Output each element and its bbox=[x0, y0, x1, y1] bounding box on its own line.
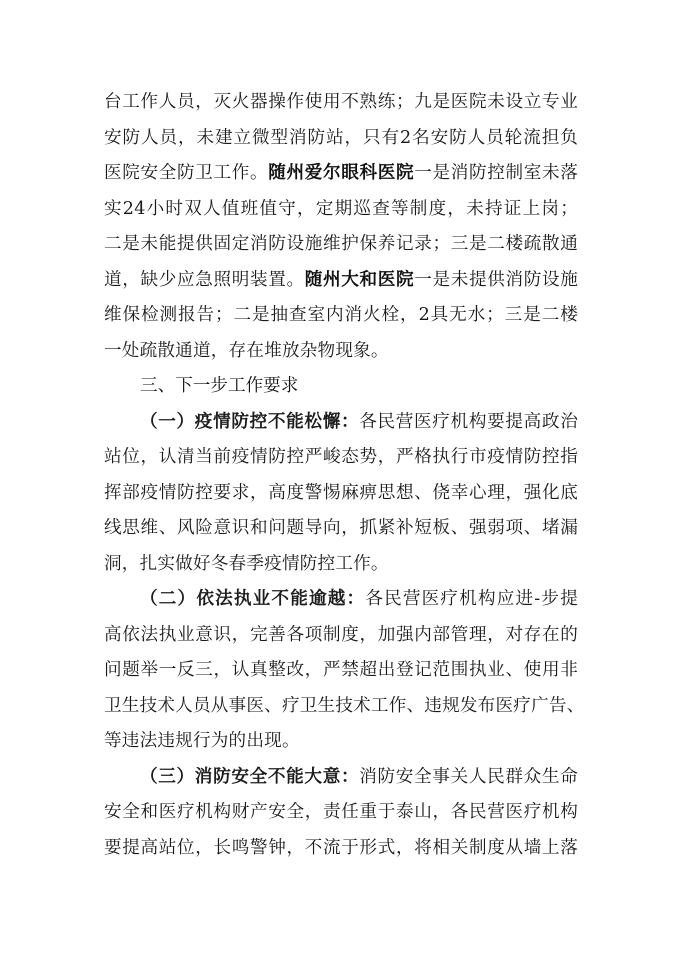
text-line: 二是未能提供固定消防设施维护保养记录；三是二楼疏散通 bbox=[104, 234, 578, 254]
text-run: 消防安全事关人民群众生命 bbox=[359, 767, 578, 787]
text-line: 等违法违规行为的出现。 bbox=[104, 731, 300, 751]
text-line: 卫生技术人员从事医、疗卫生技术工作、违规发布医疗广告、 bbox=[104, 696, 585, 716]
hospital-name-aier: 随州爱尔眼科医院 bbox=[268, 163, 415, 183]
text-line bbox=[140, 759, 578, 795]
text-line: 安全和医疗机构财产安全，责任重于泰山，各民营医疗机构 bbox=[104, 802, 578, 822]
hospital-name-dahe: 随州大和医院 bbox=[304, 270, 415, 290]
item-title: （一）疫情防控不能松懈： bbox=[140, 412, 360, 432]
text-run: 一是未提供消防设施 bbox=[414, 270, 579, 290]
text-run: 一是消防控制室未落 bbox=[414, 163, 578, 183]
text-line: 高依法执业意识，完善各项制度，加强内部管理，对存在的 bbox=[104, 625, 578, 645]
text-line: 台工作人员，灭火器操作使用不熟练；九是医院未设立专业 bbox=[104, 92, 578, 112]
text-line bbox=[104, 155, 578, 191]
text-line: 要提高站位，长鸣警钟，不流于形式，将相关制度从墙上落 bbox=[104, 838, 578, 858]
section-heading: 三、下一步工作要求 bbox=[140, 376, 299, 396]
text-line: 洞，扎实做好冬春季疫情防控工作。 bbox=[104, 554, 389, 574]
text-line bbox=[140, 581, 578, 617]
item-title: （三）消防安全不能大意： bbox=[140, 767, 360, 787]
text-run: 医院安全防卫工作。 bbox=[104, 163, 269, 183]
text-line: 问题举一反三，认真整改，严禁超出登记范围执业、使用非 bbox=[104, 660, 578, 680]
text-line: 线思维、风险意识和问题导向，抓紧补短板、强弱项、堵漏 bbox=[104, 518, 578, 538]
text-line bbox=[140, 404, 578, 440]
text-line: 实24小时双人值班值守，定期巡查等制度，未持证上岗； bbox=[104, 199, 578, 219]
text-run: 各民营医疗机构要提高政治 bbox=[359, 412, 578, 432]
text-line: 挥部疫情防控要求，高度警惕麻痹思想、侥幸心理，强化底 bbox=[104, 483, 578, 503]
text-line: 一处疏散通道，存在堆放杂物现象。 bbox=[104, 341, 389, 361]
text-line: 安防人员，未建立微型消防站，只有2名安防人员轮流担负 bbox=[104, 128, 578, 148]
text-line: 维保检测报告；二是抽查室内消火栓，2具无水；三是二楼 bbox=[104, 305, 578, 325]
text-line bbox=[104, 262, 578, 298]
text-line: 站位，认清当前疫情防控严峻态势，严格执行市疫情防控指 bbox=[104, 447, 578, 467]
text-run: 各民营医疗机构应进-步提 bbox=[365, 589, 578, 609]
item-title: （二）依法执业不能逾越： bbox=[140, 589, 366, 609]
text-run: 道，缺少应急照明装置。 bbox=[104, 270, 305, 290]
